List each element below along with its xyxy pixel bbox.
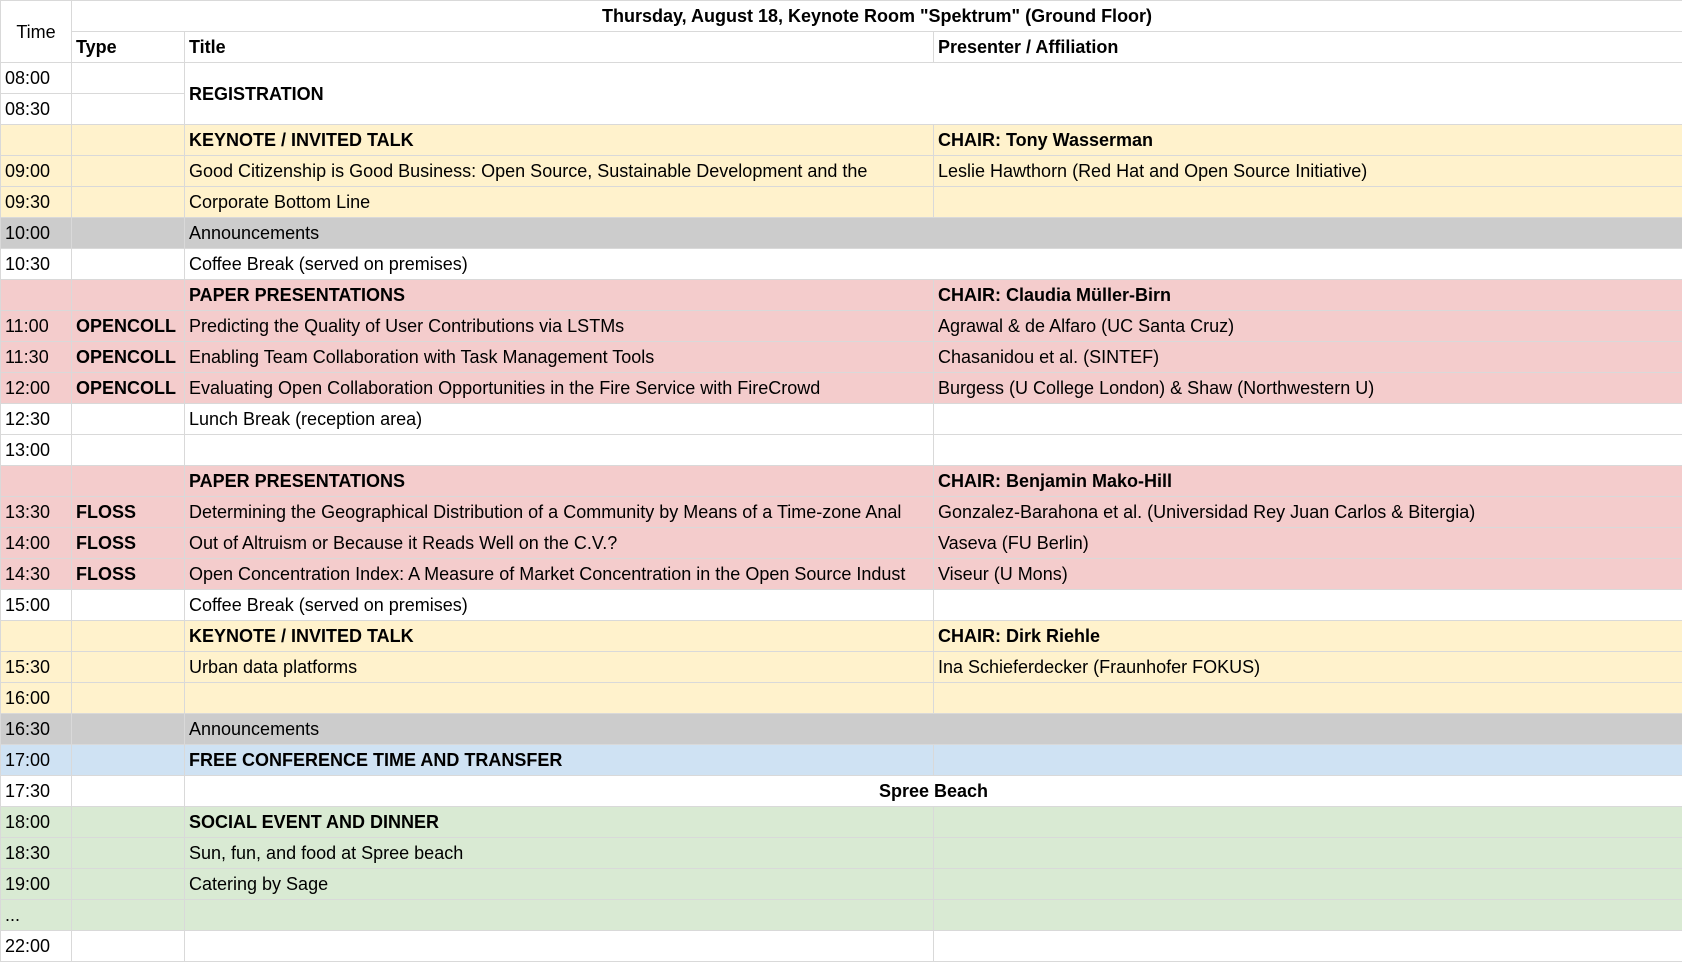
table-row xyxy=(1,373,1682,404)
presenter-cell[interactable] xyxy=(934,745,1682,776)
presenter-cell[interactable]: CHAIR: Benjamin Mako-Hill xyxy=(934,466,1682,497)
title-cell[interactable]: Evaluating Open Collaboration Opportunities in the Fire Service with FireCrowd xyxy=(185,373,934,404)
title-cell[interactable]: KEYNOTE / INVITED TALK xyxy=(185,125,934,156)
time-cell[interactable]: 08:30 xyxy=(1,94,72,125)
time-cell[interactable]: 22:00 xyxy=(1,931,72,962)
time-cell[interactable] xyxy=(1,466,72,497)
title-cell[interactable]: FREE CONFERENCE TIME AND TRANSFER xyxy=(185,745,934,776)
type-cell[interactable] xyxy=(72,621,185,652)
presenter-cell[interactable] xyxy=(934,931,1682,962)
time-cell[interactable]: 16:30 xyxy=(1,714,72,745)
table-row xyxy=(1,435,1682,466)
type-cell[interactable] xyxy=(72,652,185,683)
type-cell[interactable] xyxy=(72,776,185,807)
type-cell[interactable] xyxy=(72,218,185,249)
title-cell[interactable] xyxy=(185,683,934,714)
type-cell[interactable] xyxy=(72,125,185,156)
time-cell[interactable]: 10:30 xyxy=(1,249,72,280)
title-cell[interactable]: Open Concentration Index: A Measure of Market Concentration in the Open Source Indust xyxy=(185,559,934,590)
presenter-cell[interactable]: Viseur (U Mons) xyxy=(934,559,1682,590)
title-cell[interactable]: Good Citizenship is Good Business: Open Source, Sustainable Development and the xyxy=(185,156,934,187)
title-cell[interactable]: Coffee Break (served on premises) xyxy=(185,249,1682,280)
title-cell[interactable]: Urban data platforms xyxy=(185,652,934,683)
table-row xyxy=(1,559,1682,590)
presenter-cell[interactable] xyxy=(934,807,1682,838)
type-column-header[interactable]: Type xyxy=(72,32,185,63)
table-row xyxy=(1,931,1682,962)
title-cell[interactable]: Catering by Sage xyxy=(185,869,934,900)
table-row xyxy=(1,187,1682,218)
presenter-cell[interactable]: Vaseva (FU Berlin) xyxy=(934,528,1682,559)
title-cell[interactable]: Announcements xyxy=(185,714,1682,745)
presenter-cell[interactable]: CHAIR: Tony Wasserman xyxy=(934,125,1682,156)
type-cell[interactable]: OPENCOLL xyxy=(72,311,185,342)
time-cell[interactable]: ... xyxy=(1,900,72,931)
table-row xyxy=(1,528,1682,559)
time-cell[interactable]: 15:30 xyxy=(1,652,72,683)
table-row xyxy=(1,590,1682,621)
type-cell[interactable] xyxy=(72,931,185,962)
title-cell[interactable]: Sun, fun, and food at Spree beach xyxy=(185,838,934,869)
presenter-cell[interactable] xyxy=(934,683,1682,714)
location-title[interactable]: Spree Beach xyxy=(185,776,1682,807)
type-cell[interactable] xyxy=(72,249,185,280)
time-cell[interactable] xyxy=(1,280,72,311)
type-cell[interactable] xyxy=(72,683,185,714)
type-cell[interactable] xyxy=(72,900,185,931)
presenter-cell[interactable]: CHAIR: Claudia Müller-Birn xyxy=(934,280,1682,311)
table-row xyxy=(1,776,1682,807)
table-row xyxy=(1,249,1682,280)
time-cell[interactable]: 14:30 xyxy=(1,559,72,590)
time-cell[interactable]: 18:30 xyxy=(1,838,72,869)
title-cell[interactable]: PAPER PRESENTATIONS xyxy=(185,280,934,311)
title-cell[interactable]: REGISTRATION xyxy=(185,63,1682,125)
presenter-cell[interactable] xyxy=(934,187,1682,218)
presenter-cell[interactable]: Gonzalez-Barahona et al. (Universidad Rey Juan Carlos & Bitergia) xyxy=(934,497,1682,528)
time-cell[interactable]: 08:00 xyxy=(1,63,72,94)
title-cell[interactable]: Corporate Bottom Line xyxy=(185,187,934,218)
title-cell[interactable]: Predicting the Quality of User Contributions via LSTMs xyxy=(185,311,934,342)
type-cell[interactable] xyxy=(72,280,185,311)
time-cell[interactable]: 11:30 xyxy=(1,342,72,373)
time-cell[interactable]: 09:00 xyxy=(1,156,72,187)
type-cell[interactable] xyxy=(72,466,185,497)
table-row xyxy=(1,900,1682,931)
title-column-header[interactable]: Title xyxy=(185,32,934,63)
title-cell[interactable]: Enabling Team Collaboration with Task Management Tools xyxy=(185,342,934,373)
type-cell[interactable] xyxy=(72,435,185,466)
time-cell[interactable]: 19:00 xyxy=(1,869,72,900)
table-row xyxy=(1,466,1682,497)
title-cell[interactable] xyxy=(185,435,934,466)
table-row xyxy=(1,683,1682,714)
time-cell[interactable]: 18:00 xyxy=(1,807,72,838)
presenter-cell[interactable] xyxy=(934,869,1682,900)
table-row xyxy=(1,838,1682,869)
type-cell[interactable]: FLOSS xyxy=(72,497,185,528)
time-cell[interactable]: 16:00 xyxy=(1,683,72,714)
table-row xyxy=(1,745,1682,776)
presenter-cell[interactable]: Ina Schieferdecker (Fraunhofer FOKUS) xyxy=(934,652,1682,683)
type-cell[interactable] xyxy=(72,869,185,900)
table-row xyxy=(1,807,1682,838)
time-cell[interactable]: 11:00 xyxy=(1,311,72,342)
table-row xyxy=(1,311,1682,342)
time-cell[interactable]: 09:30 xyxy=(1,187,72,218)
title-cell[interactable]: Out of Altruism or Because it Reads Well on the C.V.? xyxy=(185,528,934,559)
presenter-cell[interactable]: CHAIR: Dirk Riehle xyxy=(934,621,1682,652)
table-row xyxy=(1,869,1682,900)
time-cell[interactable] xyxy=(1,125,72,156)
time-cell[interactable]: 13:30 xyxy=(1,497,72,528)
type-cell[interactable] xyxy=(72,404,185,435)
type-cell[interactable]: FLOSS xyxy=(72,559,185,590)
time-cell[interactable]: 10:00 xyxy=(1,218,72,249)
table-row xyxy=(1,280,1682,311)
type-cell[interactable]: OPENCOLL xyxy=(72,373,185,404)
table-row xyxy=(1,497,1682,528)
title-cell[interactable]: PAPER PRESENTATIONS xyxy=(185,466,934,497)
title-cell[interactable]: SOCIAL EVENT AND DINNER xyxy=(185,807,934,838)
time-cell[interactable]: 15:00 xyxy=(1,590,72,621)
type-cell[interactable] xyxy=(72,63,185,94)
time-cell[interactable]: 12:00 xyxy=(1,373,72,404)
time-cell[interactable]: 13:00 xyxy=(1,435,72,466)
presenter-cell[interactable]: Agrawal & de Alfaro (UC Santa Cruz) xyxy=(934,311,1682,342)
header-row-columns xyxy=(1,32,1682,63)
time-cell[interactable]: 14:00 xyxy=(1,528,72,559)
title-cell[interactable]: Lunch Break (reception area) xyxy=(185,404,934,435)
table-row xyxy=(1,218,1682,249)
title-cell[interactable]: Coffee Break (served on premises) xyxy=(185,590,934,621)
type-cell[interactable] xyxy=(72,807,185,838)
presenter-column-header[interactable]: Presenter / Affiliation xyxy=(934,32,1682,63)
type-cell[interactable] xyxy=(72,94,185,125)
type-cell[interactable] xyxy=(72,187,185,218)
table-row xyxy=(1,342,1682,373)
title-cell[interactable]: Announcements xyxy=(185,218,1682,249)
presenter-cell[interactable] xyxy=(934,404,1682,435)
time-column-header[interactable]: Time xyxy=(1,1,72,63)
table-row xyxy=(1,621,1682,652)
type-cell[interactable] xyxy=(72,156,185,187)
type-cell[interactable] xyxy=(72,745,185,776)
time-cell[interactable]: 17:30 xyxy=(1,776,72,807)
table-row xyxy=(1,125,1682,156)
presenter-cell[interactable] xyxy=(934,435,1682,466)
presenter-cell[interactable]: Chasanidou et al. (SINTEF) xyxy=(934,342,1682,373)
presenter-cell[interactable]: Leslie Hawthorn (Red Hat and Open Source Initiative) xyxy=(934,156,1682,187)
title-cell[interactable] xyxy=(185,931,934,962)
type-cell[interactable] xyxy=(72,714,185,745)
type-cell[interactable] xyxy=(72,590,185,621)
table-row xyxy=(1,714,1682,745)
time-cell[interactable]: 17:00 xyxy=(1,745,72,776)
time-cell[interactable]: 12:30 xyxy=(1,404,72,435)
presenter-cell[interactable] xyxy=(934,900,1682,931)
presenter-cell[interactable]: Burgess (U College London) & Shaw (Northwestern U) xyxy=(934,373,1682,404)
day-title[interactable]: Thursday, August 18, Keynote Room "Spektrum" (Ground Floor) xyxy=(72,1,1682,32)
table-row xyxy=(1,63,1682,94)
title-cell[interactable]: KEYNOTE / INVITED TALK xyxy=(185,621,934,652)
title-cell[interactable] xyxy=(185,900,934,931)
table-row xyxy=(1,156,1682,187)
table-row xyxy=(1,652,1682,683)
type-cell[interactable]: OPENCOLL xyxy=(72,342,185,373)
table-row xyxy=(1,404,1682,435)
title-cell[interactable]: Determining the Geographical Distribution of a Community by Means of a Time-zone Anal xyxy=(185,497,934,528)
presenter-cell[interactable] xyxy=(934,590,1682,621)
type-cell[interactable]: FLOSS xyxy=(72,528,185,559)
presenter-cell[interactable] xyxy=(934,838,1682,869)
type-cell[interactable] xyxy=(72,838,185,869)
header-row-day xyxy=(1,1,1682,32)
time-cell[interactable] xyxy=(1,621,72,652)
